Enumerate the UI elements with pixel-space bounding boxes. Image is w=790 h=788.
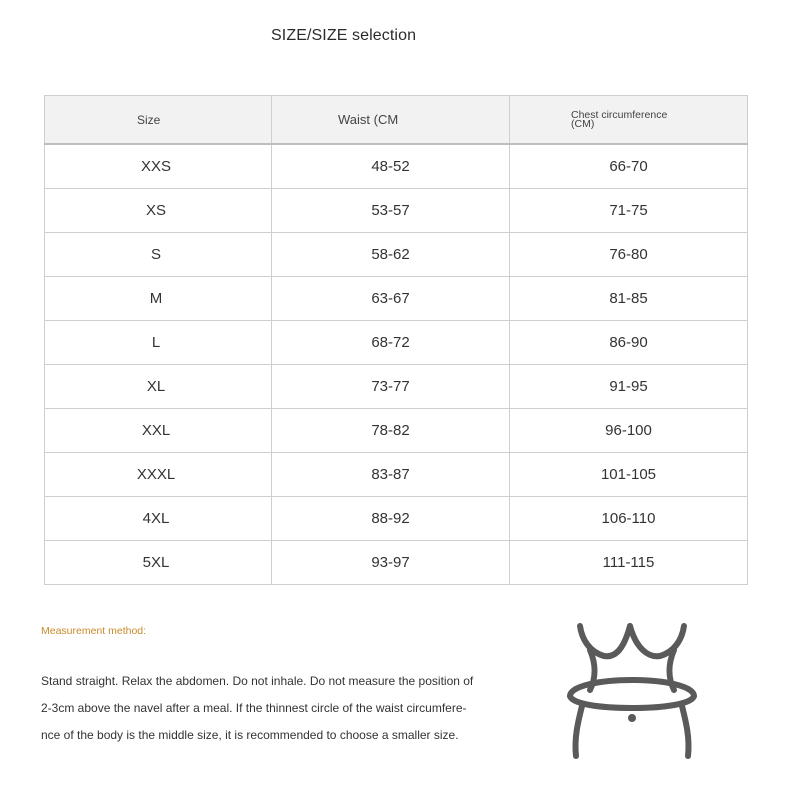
size-cell: M	[45, 277, 272, 321]
size-cell: L	[45, 321, 272, 365]
chest-cell: 101-105	[510, 453, 748, 497]
size-table	[44, 95, 748, 585]
waist-cell: 73-77	[272, 365, 510, 409]
right-hip-line	[682, 706, 689, 756]
table-row	[45, 277, 748, 321]
waist-cell: 93-97	[272, 541, 510, 585]
chest-cell: 81-85	[510, 277, 748, 321]
instruction-line: nce of the body is the middle size, it is recommended to choose a smaller size.	[41, 728, 459, 742]
chest-cell: 66-70	[510, 144, 748, 189]
chest-cell: 106-110	[510, 497, 748, 541]
left-hip-line	[575, 706, 582, 756]
navel-dot	[628, 714, 636, 722]
table-row	[45, 541, 748, 585]
waist-cell: 63-67	[272, 277, 510, 321]
table-row	[45, 453, 748, 497]
table-row	[45, 144, 748, 189]
size-cell: XXXL	[45, 453, 272, 497]
chest-cell: 86-90	[510, 321, 748, 365]
column-header-chest: Chest circumference (CM)	[510, 96, 748, 145]
column-header-size: Size	[45, 96, 272, 145]
size-cell: 4XL	[45, 497, 272, 541]
size-cell: 5XL	[45, 541, 272, 585]
measurement-instructions	[41, 668, 501, 749]
size-cell: XXL	[45, 409, 272, 453]
waist-cell: 48-52	[272, 144, 510, 189]
waist-cell: 83-87	[272, 453, 510, 497]
instruction-line: Stand straight. Relax the abdomen. Do not inhale. Do not measure the position of	[41, 674, 474, 688]
chest-cell: 71-75	[510, 189, 748, 233]
table-row	[45, 409, 748, 453]
torso-measurement-icon	[560, 618, 705, 768]
table-row	[45, 321, 748, 365]
chest-cell: 76-80	[510, 233, 748, 277]
table-row	[45, 497, 748, 541]
size-chart	[44, 95, 747, 583]
chest-cell: 96-100	[510, 409, 748, 453]
chest-cell: 91-95	[510, 365, 748, 409]
page-title: SIZE/SIZE selection	[271, 27, 417, 44]
waist-cell: 58-62	[272, 233, 510, 277]
waist-cell: 53-57	[272, 189, 510, 233]
chest-cell: 111-115	[510, 541, 748, 585]
waist-band-bottom	[570, 696, 694, 708]
size-cell: XL	[45, 365, 272, 409]
table-row	[45, 189, 748, 233]
table-header-row	[45, 96, 748, 145]
table-row	[45, 233, 748, 277]
table-row	[45, 365, 748, 409]
size-cell: S	[45, 233, 272, 277]
measurement-method-title: Measurement method:	[41, 625, 147, 637]
waist-cell: 78-82	[272, 409, 510, 453]
waist-cell: 68-72	[272, 321, 510, 365]
waist-cell: 88-92	[272, 497, 510, 541]
size-cell: XS	[45, 189, 272, 233]
column-header-waist: Waist (CM	[272, 96, 510, 145]
instruction-line: 2-3cm above the navel after a meal. If the thinnest circle of the waist circumfere-	[41, 701, 467, 715]
size-cell: XXS	[45, 144, 272, 189]
